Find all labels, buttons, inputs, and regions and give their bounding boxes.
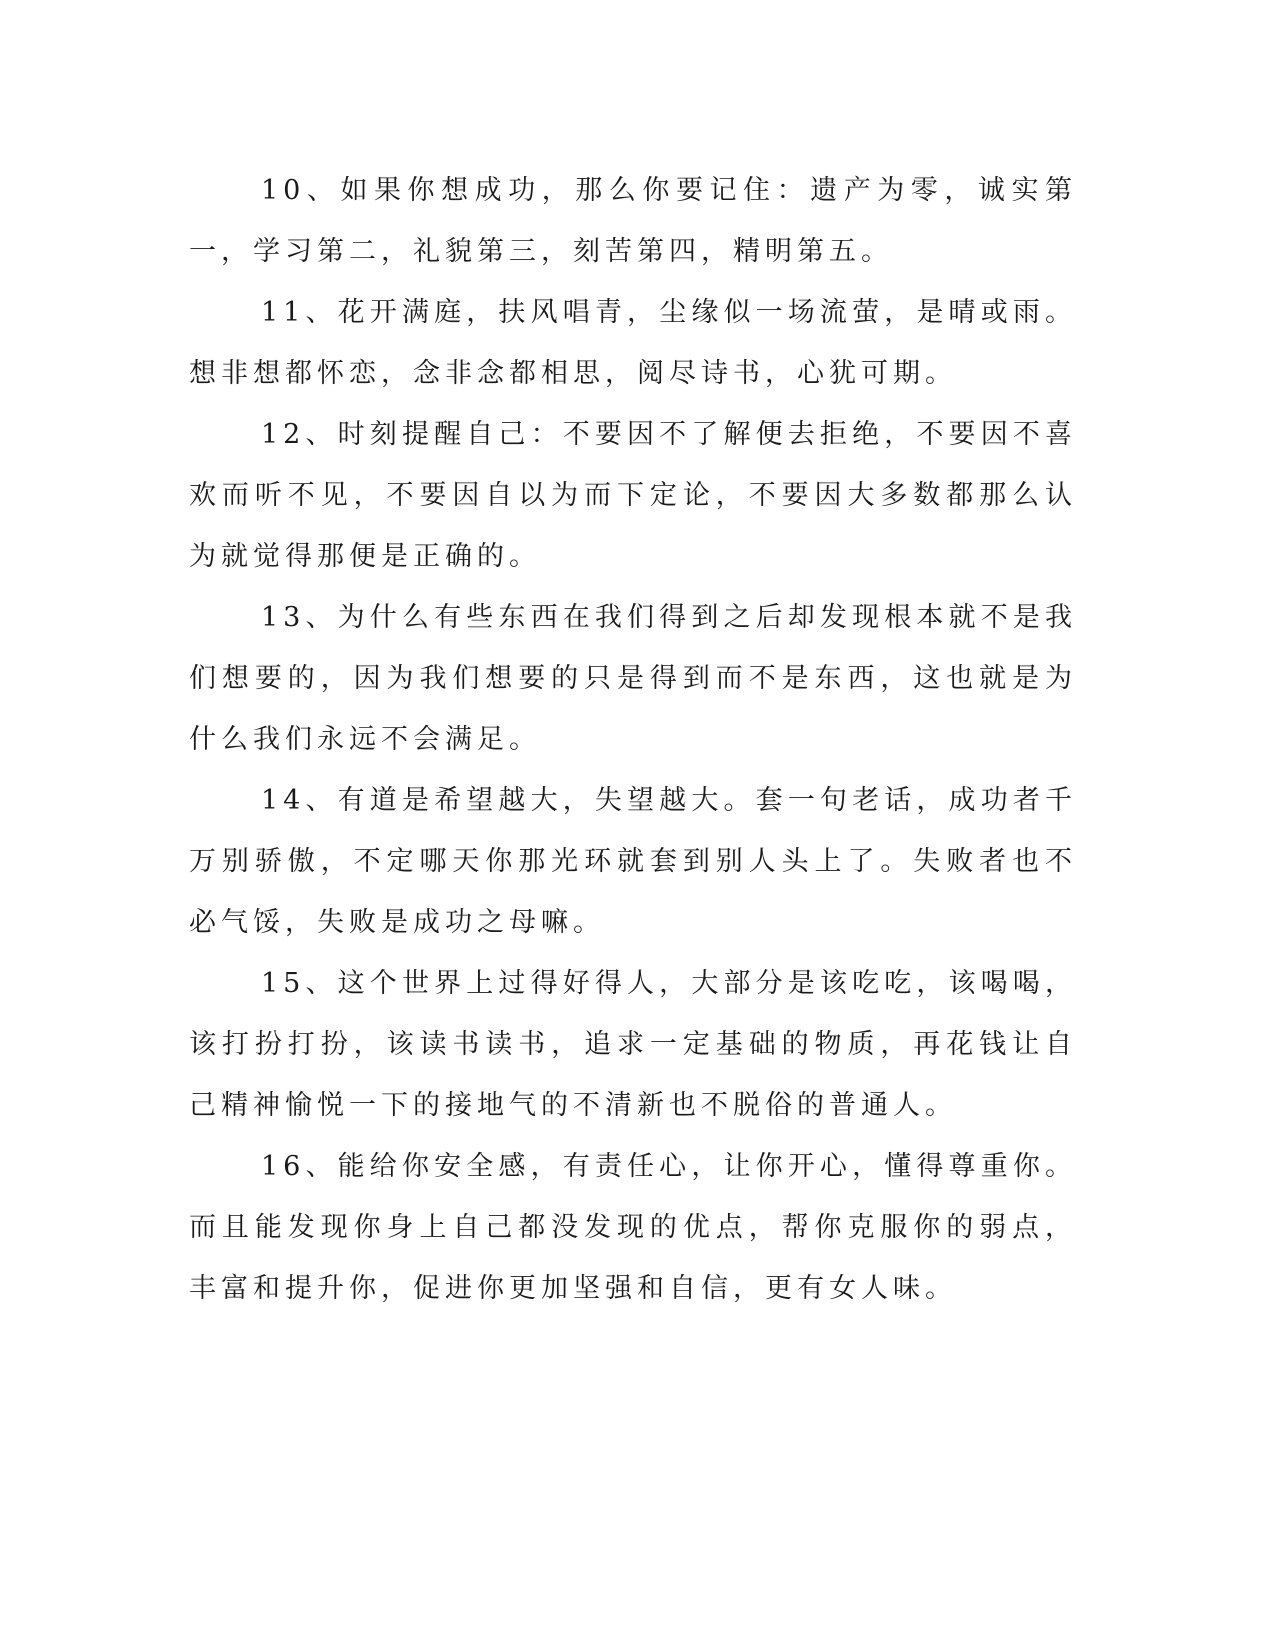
paragraph-15: 15、这个世界上过得好得人，大部分是该吃吃，该喝喝，该打扮打扮，该读书读书，追求一定基础的物质，再花钱让自己精神愉悦一下的接地气的不清新也不脱俗的普通人。 [189,968,1077,1121]
paragraph-11: 11、花开满庭，扶风唱青，尘缘似一场流萤，是晴或雨。想非想都怀恋，念非念都相思，阅尽诗书，心犹可期。 [189,297,1077,389]
paragraph-16: 16、能给你安全感，有责任心，让你开心，懂得尊重你。而且能发现你身上自己都没发现的优点，帮你克服你的弱点，丰富和提升你，促进你更加坚强和自信，更有女人味。 [189,1151,1077,1304]
paragraph-12: 12、时刻提醒自己：不要因不了解便去拒绝，不要因不喜欢而听不见，不要因自以为而下定论，不要因大多数都那么认为就觉得那便是正确的。 [189,419,1077,572]
document-body [189,160,1077,1319]
paragraph-14: 14、有道是希望越大，失望越大。套一句老话，成功者千万别骄傲，不定哪天你那光环就套到别人头上了。失败者也不必气馁，失败是成功之母嘛。 [189,785,1077,938]
paragraph-13: 13、为什么有些东西在我们得到之后却发现根本就不是我们想要的，因为我们想要的只是得到而不是东西，这也就是为什么我们永远不会满足。 [189,602,1077,755]
paragraph-10: 10、如果你想成功，那么你要记住：遗产为零，诚实第一，学习第二，礼貌第三，刻苦第四，精明第五。 [189,175,1077,267]
